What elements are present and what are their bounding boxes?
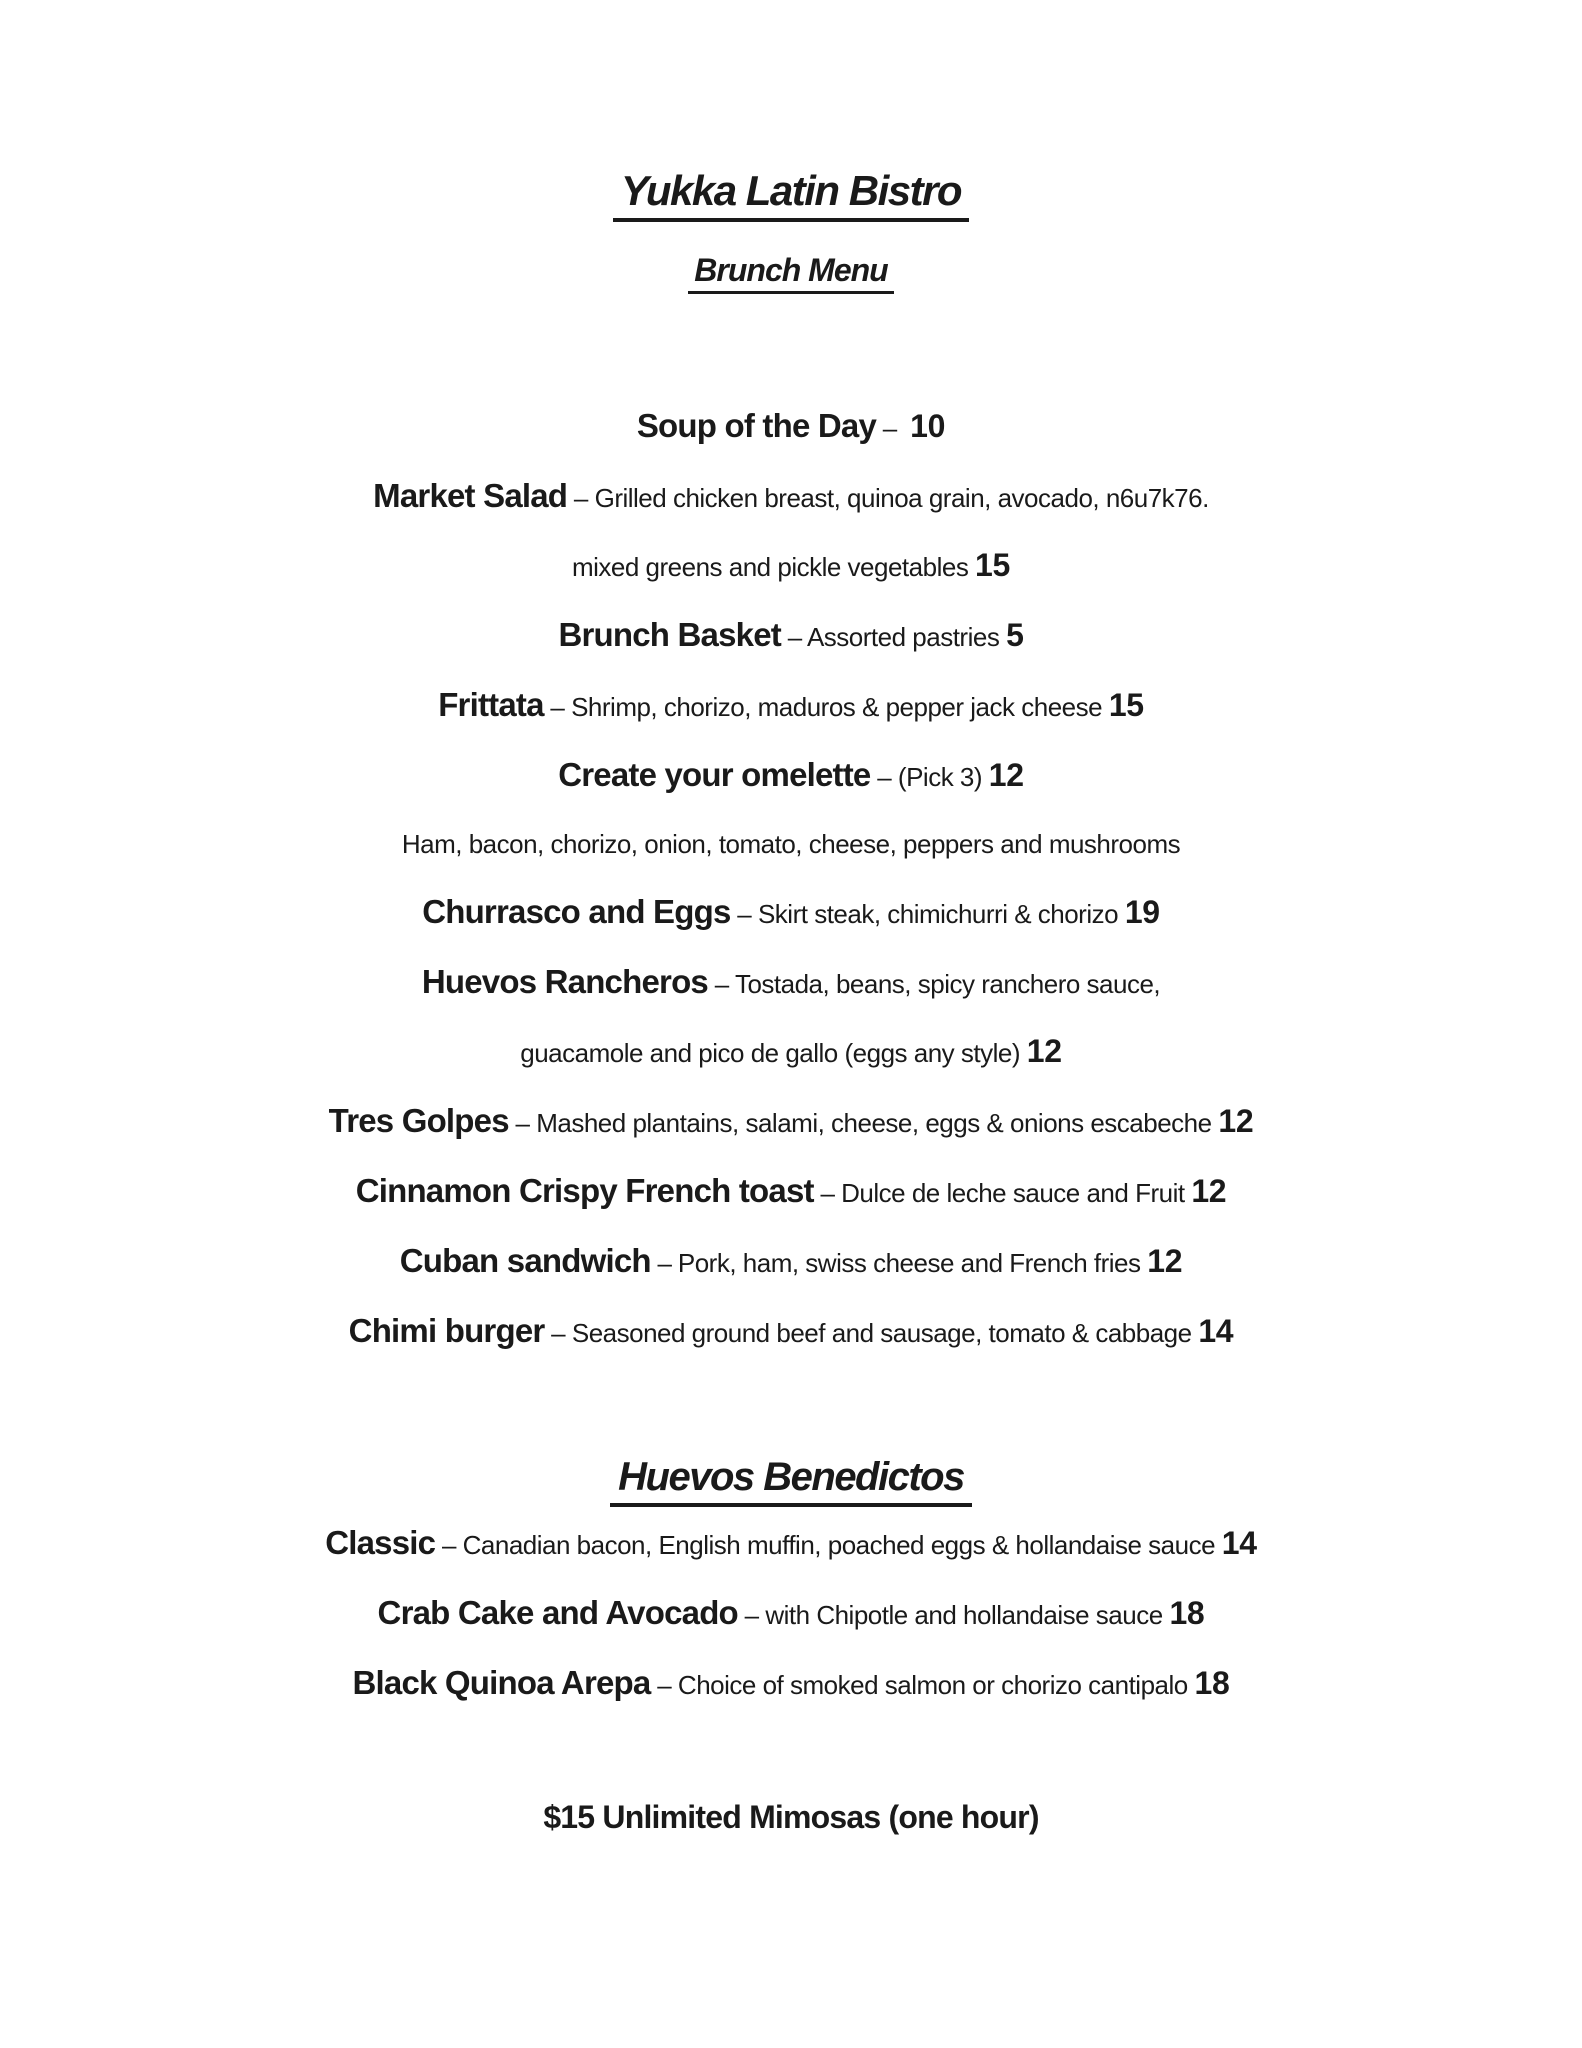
item-name: Tres Golpes bbox=[328, 1102, 509, 1139]
item-description-continued: mixed greens and pickle vegetables bbox=[571, 552, 969, 582]
item-name: Market Salad bbox=[373, 477, 568, 514]
item-price: 18 bbox=[1194, 1665, 1230, 1701]
restaurant-name-text: Yukka Latin Bistro bbox=[613, 170, 969, 222]
menu-title bbox=[0, 254, 1582, 294]
item-name: Create your omelette bbox=[558, 756, 871, 793]
item-name: Cinnamon Crispy French toast bbox=[355, 1172, 814, 1209]
menu-item-market-salad bbox=[0, 462, 1582, 532]
item-name: Soup of the Day bbox=[636, 407, 877, 444]
item-description: Tostada, beans, spicy ranchero sauce, bbox=[734, 969, 1161, 999]
item-price: 18 bbox=[1169, 1595, 1205, 1631]
item-separator: – bbox=[787, 622, 802, 652]
item-separator: – bbox=[441, 1530, 456, 1560]
item-name: Chimi burger bbox=[348, 1312, 545, 1349]
item-name: Churrasco and Eggs bbox=[422, 893, 731, 930]
menu-item-market-salad-continued bbox=[0, 532, 1582, 601]
menu-item-create-your-omelette bbox=[0, 741, 1582, 811]
item-separator: – bbox=[877, 762, 892, 792]
item-description: Canadian bacon, English muffin, poached eggs & hollandaise sauce bbox=[462, 1530, 1216, 1560]
item-note: Ham, bacon, chorizo, onion, tomato, cheese, peppers and mushrooms bbox=[401, 829, 1181, 859]
menu-item-frittata bbox=[0, 671, 1582, 741]
item-description: Skirt steak, chimichurri & chorizo bbox=[757, 899, 1119, 929]
menu-item-chimi-burger bbox=[0, 1297, 1582, 1367]
omelette-toppings-note bbox=[0, 811, 1582, 878]
item-price: 5 bbox=[1006, 617, 1024, 653]
menu-item-huevos-rancheros-continued bbox=[0, 1018, 1582, 1087]
item-name: Huevos Rancheros bbox=[421, 963, 708, 1000]
item-description: Assorted pastries bbox=[806, 622, 1000, 652]
item-description: Shrimp, chorizo, maduros & pepper jack cheese bbox=[571, 692, 1103, 722]
item-description-continued: guacamole and pico de gallo (eggs any style) bbox=[520, 1038, 1021, 1068]
item-price: 14 bbox=[1221, 1525, 1257, 1561]
section-title-text: Huevos Benedictos bbox=[610, 1457, 972, 1507]
item-separator: – bbox=[657, 1248, 672, 1278]
menu-item-tres-golpes bbox=[0, 1087, 1582, 1157]
restaurant-name bbox=[0, 167, 1582, 222]
menu-item-brunch-basket bbox=[0, 601, 1582, 671]
item-separator: – bbox=[737, 899, 752, 929]
item-separator: – bbox=[550, 692, 565, 722]
item-separator: – bbox=[657, 1670, 672, 1700]
menu-item-black-quinoa-arepa bbox=[0, 1649, 1582, 1719]
item-separator: – bbox=[744, 1600, 759, 1630]
menu-item-churrasco-and-eggs bbox=[0, 878, 1582, 948]
item-price: 12 bbox=[988, 757, 1024, 793]
menu-item-soup bbox=[0, 392, 1582, 462]
mimosas-promo: $15 Unlimited Mimosas (one hour) bbox=[543, 1799, 1039, 1835]
item-name: Black Quinoa Arepa bbox=[352, 1664, 651, 1701]
item-separator: – bbox=[714, 969, 729, 999]
section-title-huevos-benedictos bbox=[0, 1457, 1582, 1507]
item-description: Mashed plantains, salami, cheese, eggs & onions escabeche bbox=[536, 1108, 1212, 1138]
menu-title-text: Brunch Menu bbox=[688, 254, 893, 294]
menu-item-cuban-sandwich bbox=[0, 1227, 1582, 1297]
item-name: Brunch Basket bbox=[558, 616, 781, 653]
item-description: Choice of smoked salmon or chorizo cantipalo bbox=[677, 1670, 1188, 1700]
huevos-benedictos-section bbox=[0, 1457, 1582, 1719]
item-price: 12 bbox=[1191, 1173, 1227, 1209]
item-name: Frittata bbox=[438, 686, 544, 723]
item-price: 12 bbox=[1147, 1243, 1183, 1279]
item-description: (Pick 3) bbox=[897, 762, 983, 792]
item-price: 15 bbox=[1108, 687, 1144, 723]
item-price: 15 bbox=[975, 547, 1011, 583]
item-description: Dulce de leche sauce and Fruit bbox=[841, 1178, 1185, 1208]
item-separator: – bbox=[551, 1318, 566, 1348]
item-name: Crab Cake and Avocado bbox=[377, 1594, 738, 1631]
item-description: Seasoned ground beef and sausage, tomato & cabbage bbox=[571, 1318, 1192, 1348]
item-price: 10 bbox=[910, 408, 946, 444]
item-separator: – bbox=[515, 1108, 530, 1138]
item-name: Cuban sandwich bbox=[399, 1242, 651, 1279]
item-price: 12 bbox=[1026, 1033, 1062, 1069]
item-description: Pork, ham, swiss cheese and French fries bbox=[677, 1248, 1141, 1278]
menu-item-crab-cake-avocado bbox=[0, 1579, 1582, 1649]
item-description: with Chipotle and hollandaise sauce bbox=[765, 1600, 1163, 1630]
brunch-section bbox=[0, 392, 1582, 1367]
item-price: 14 bbox=[1198, 1313, 1234, 1349]
item-name: Classic bbox=[325, 1524, 436, 1561]
item-separator: – bbox=[882, 413, 897, 443]
item-price: 19 bbox=[1124, 894, 1160, 930]
item-price: 12 bbox=[1218, 1103, 1254, 1139]
item-description: Grilled chicken breast, quinoa grain, avocado, n6u7k76. bbox=[594, 483, 1209, 513]
menu-item-huevos-rancheros bbox=[0, 948, 1582, 1018]
item-separator: – bbox=[820, 1178, 835, 1208]
item-separator: – bbox=[573, 483, 588, 513]
menu-item-classic bbox=[0, 1509, 1582, 1579]
menu-item-cinnamon-french-toast bbox=[0, 1157, 1582, 1227]
